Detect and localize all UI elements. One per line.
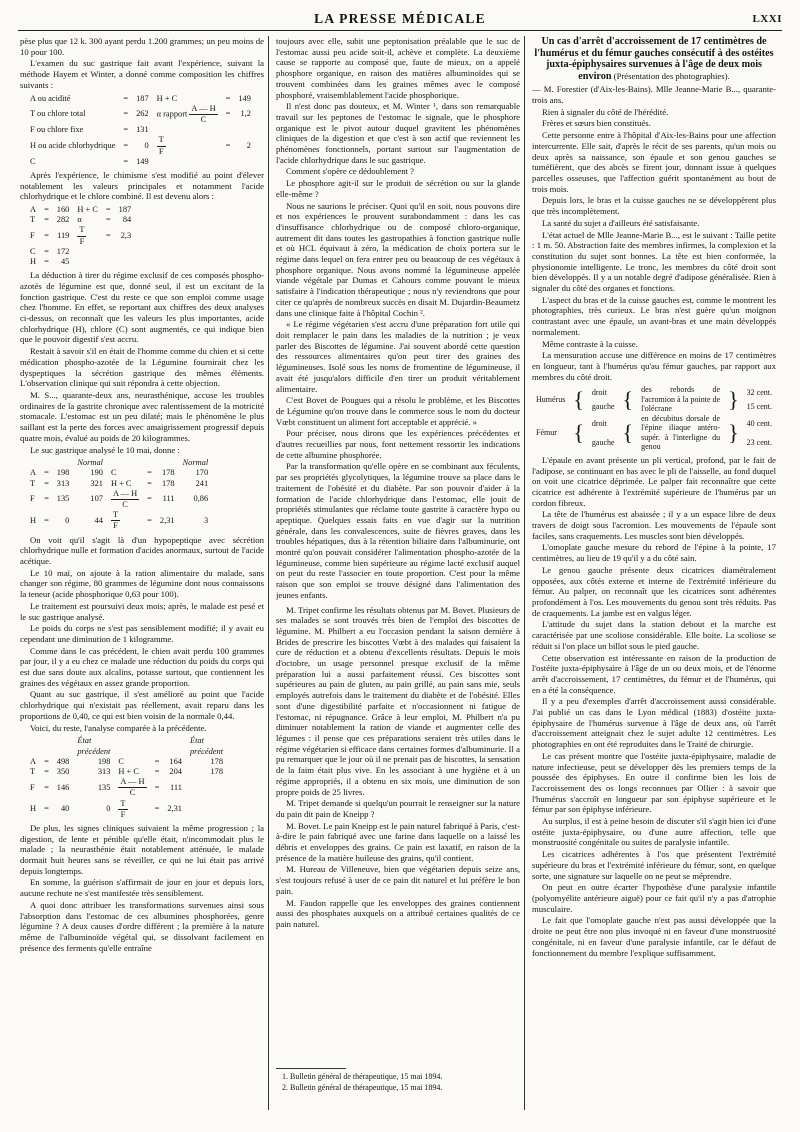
paragraph: Il y a peu d'exemples d'arrêt d'accroissement aussi considérable. J'ai publié un cas dans le Lyon médical (1883) d'ostéite juxta-épiphysaire de l'humérus survenue à l'âge de deux ans, où l'arrêt d'accroissement atteignait chez le sujet adulte 12 centimètres. Les photographies en ont été reproduites dans le Traité de chirurgie. <box>532 696 776 750</box>
paragraph: M. Faudon rappelle que les enveloppes des graines contiennent aussi des phosphates auxquels on a attribué certaines qualités de ce pain naturel. <box>276 897 520 929</box>
fraction: $\frac{A — H}{C}$ <box>191 103 216 124</box>
paragraph: Par la transformation qu'elle opère en se combinant aux féculents, par ses propriétés glycolytiques, la légumine trouve sa place dans le traitement de l'obésité et du diabète. Par son pouvoir d'aider à la formation de l'acide chlorhydrique dans l'estomac, elle jouit de propriétés stimulantes que réclame toute gastrite à caractère hypo ou apeptique. Quelques essais faits en vue d'agir sur la nutrition générale, dans les convalescences, suite de fièvres graves, dans les troubles hépatiques, dus à la rétention biliaire dans l'albuminurie, ont montré qu'on pouvait considérer l'alimentation phospho-azotée de la légumineuse, comme bien supérieure au régime lacté exclusif auquel on peut du reste l'associer en toute proportion. C'est pour la même raison que son emploi se trouve désigné dans l'alimentation des jeunes enfants. <box>276 461 520 600</box>
paragraph: Après l'expérience, le chimisme s'est modifié au point d'élever notablement les valeurs principales et notamment l'acide chlorhydrique et le chlore combiné. Il est devenu alors : <box>20 169 264 202</box>
analysis-table-after: A = 160 H + C = 187 T = 282 α = 84 F = 119 $\frac{T}{F}$ = 2,3 C = 172 H = 45 <box>30 205 132 267</box>
value: 149 <box>136 156 149 166</box>
paragraph: En somme, la guérison s'affirmait de jour en jour et depuis lors, aucune rechute ne s'est manifestée très sensiblement. <box>20 877 264 899</box>
paragraph: M. Tripet confirme les résultats obtenus par M. Bovet. Plusieurs de ses malades se sont trouvés très bien de l'emploi des biscottes de légumine. M. Philbert a eu l'occasion pendant la saison dernière à Brides de prescrire les biscottes Vœbt à des malades qui faisaient la cure de réduction et a obtenu d'excellents résultats. Depuis le mois d'octobre, un usage personnel presque exclusif de la même préparation lui a aussi parfaitement réussi. Ces biscottes sont supérieures au pain de gluten, au pain grillé, au pain sans mie, seuls employés autrefois dans le traitement du diabète et de l'obésité. Elles sont d'une digestibilité parfaite et n'occasionnent ni fatigue de l'estomac, ni répugnance. Grâce à leur emploi, M. Philbert n'a pu diminuer notablement la ration de viande et augmenter celle des légumes : il pense que ces préparations seraient très utiles dans le régime végétarien si efficace dans certaines formes d'albuminurie. Il a pu remarquer que le jour où il ne prenait pas de biscottes, la sensation de la faim était plus vive. En les associant à une hygiène et à un régime appropriés, il a obtenu en six mois, une diminution de son propre poids de 25 livres. <box>276 604 520 797</box>
paragraph: M. S..., quarante-deux ans, neurasthénique, accuse les troubles ordinaires de la gastrite chronique avec ralentissement de la motricité stomacale. L'estomac est un peu dilaté; mais le phénomène le plus saillant est la perte des forces avec amaigrissement progressif depuis quatre mois, évalué au poids de 20 kilogrammes. <box>20 390 264 443</box>
value: 149 <box>238 93 251 103</box>
paragraph: De plus, les signes cliniques suivaient la même progression ; la digestion, de lente et pénible qu'elle était, n'incommodait plus le malade ; la neurasthénie était notablement atténuée, le malade dormait huit heures sans se réveiller, ce qui ne lui était pas arrivé depuis longtemps. <box>20 822 264 876</box>
paragraph: Frères et sœurs bien constitués. <box>542 118 651 129</box>
footnote-rule <box>276 1068 346 1069</box>
label: C <box>30 156 36 166</box>
paragraph: Au surplus, il est à peine besoin de discuter s'il s'agit bien ici d'une ostéite juxta-épiphysaire, ou d'une autre affection, telle que monstruosité congénitale ou suites de paralysie infantile. <box>532 816 776 848</box>
column-2 <box>276 36 520 1064</box>
label: T ou chlore total <box>30 109 86 119</box>
column-rule-right <box>524 36 525 1110</box>
paragraph: Quant au suc gastrique, il s'est amélioré au point que l'acide chlorhydrique qui n'existait pas réellement, avait reparu dans les proportions de 0,40, ce qui est bien voisin de la normale 0,44. <box>20 689 264 721</box>
value: 131 <box>136 125 149 135</box>
footnotes <box>276 1068 520 1094</box>
label: H + C <box>156 93 178 103</box>
paragraph: Le genou gauche présente deux cicatrices diamétralement opposées, aux côtés externe et interne de l'extrémité inférieure du fémur. Au palper, on reconnaît que les cicatrices sont adhérentes profondément à l'os. Les mouvements du genou sont très réduits. Pas de craquements. La jambe est en valgus léger. <box>532 564 776 618</box>
analysis-table-before: A ou acidité = 187 H + C = 149 T ou chlore total = 262 α rapport $\frac{A — H}{C}$ = 1,2 F ou chlore fixe = 131 H ou acide chlorhydrique = 0 $\frac{T}{F}$ = 2 C = 149 <box>26 94 255 167</box>
paragraph: Cette observation est intéressante en raison de la production de l'ostéite juxta-épiphysaire à l'âge de un ou deux mois, et de l'énorme arrêt d'accroissement, 17 centimètres, du fémur et de l'humérus, qui en a été la conséquence. <box>532 652 776 695</box>
paragraph: L'examen du suc gastrique fait avant l'expérience, suivant la méthode Hayem et Winter, a donné comme composition les chiffres suivants : <box>20 58 264 90</box>
paragraph: C'est Bovet de Pougues qui a résolu le problème, et les Biscottes de Légumine qu'on trouve dans le commerce sous le nom du docteur Vœbt constituent un aliment fort acceptable et apprécié. » <box>276 395 520 427</box>
analysis-table-comparison: État État précédent précédent A = 498 198 C = 164 178 T = 350 313 H + C = 204 178 F = 146 135 $\frac{A — H}{C}$ = 111 H = 40 0 $\frac{T}{F}$ = 2,31 <box>30 736 224 819</box>
paragraph: Comme dans le cas précédent, le chien avait perdu 100 grammes par jour, il y a eu chez ce malade une réduction du poids du corps qui est due sans doute aux alcalins, potasse surtout, que contiennent les graines des végétaux en assez grande proportion. <box>20 645 264 688</box>
footnote: 1. Bulletin général de thérapeutique, 15 mai 1894. <box>282 1072 443 1081</box>
paragraph: La déduction à tirer du régime exclusif de ces composés phospho-azotés de légumine est que, donné seul, il est un excitant de la fonction gastrique. C'est du reste ce que son emploi comme usage chez l'homme. En effet, se reportant aux chiffres des deux analyses ci-dessus, on reconnaît que les valeurs les plus importantes, acide chlorhydrique (H), chlore (C) sont augmentés, ce qui indique bien que le pouvoir digestif s'est accru. <box>20 270 264 345</box>
paragraph: On peut en outre écarter l'hypothèse d'une paralysie infantile (polyomyélite antérieure aiguë) pour ce fait qu'il n'y a pas d'atrophie musculaire. <box>532 882 776 914</box>
paragraph: Restait à savoir s'il en était de l'homme comme du chien et si cette médication phospho-azotée de la Légumine fournirait chez les dyspeptiques la sécrétion gastrique des mêmes éléments. L'observation clinique qui suit répondra à cette objection. <box>20 346 264 389</box>
paragraph: L'omoplate gauche mesure du rebord de l'épine à la pointe, 17 centimètres, au lieu de 19 qu'il y a du côté sain. <box>532 542 776 564</box>
paragraph: toujours avec elle, subit une peptonisation préalable que le suc de l'estomac aussi peu acide soit-il, achève et complète. La deuxième cause se rapporte au composé que, faute de mieux, on a appelé phosphore organique, en raison des matières albuminoïdes qui se trouvent combinées dans les graines mêmes avec le composé phosphoré, vraisemblablement l'acide phosphorique. <box>276 36 520 100</box>
value: 262 <box>136 109 149 119</box>
paragraph: L'aspect du bras et de la cuisse gauches est, comme le montrent les photographies, très curieux. Le bras n'est guère qu'un moignon contrastant avec une épaule, un avant-bras et une main développés normalement. <box>532 294 776 337</box>
paragraph: Le phosphore agit-il sur le produit de sécrétion ou sur la glande elle-même ? <box>276 178 520 199</box>
paragraph: M. Hureau de Villeneuve, bien que végétarien depuis seize ans, s'est toujours refusé à user de ce pain dit naturel et lui préfère le bon pain. <box>276 864 520 896</box>
paragraph: Même contraste à la cuisse. <box>542 338 638 349</box>
paragraph: Le 10 mai, on ajoute à la ration alimentaire du malade, sans changer son régime, 80 grammes de légumine dont nous connaissons la teneur (acide phosphorique 0,63 pour 100). <box>20 567 264 600</box>
paragraph: Le cas présent montre que l'ostéite juxta-épiphysaire, maladie de nature infectieuse, peut se développer dès les premiers temps de la poussée des épiphyses. En outre il confirme bien les lois de l'accroissement des os longs reconnues par Ollier : à savoir que l'humérus s'accroît en longueur par son épiphyse supérieure et le fémur par son épiphyse inférieure. <box>532 750 776 815</box>
fraction: $\frac{T}{F}$ <box>158 135 164 156</box>
paragraph: La santé du sujet a d'ailleurs été satisfaisante. <box>542 217 700 228</box>
page-header <box>18 8 782 31</box>
paragraph: Le traitement est poursuivi deux mois; après, le malade est pesé et le suc gastrique analysé. <box>20 600 264 622</box>
article-title: Un cas d'arrêt d'accroissement de 17 centimètres de l'humérus et du fémur gauches consécutif à des ostéites juxta-épiphysaires survenues à l'âge de deux mois environ (Présentation des photographies). <box>534 36 774 82</box>
label: α rapport <box>156 109 188 119</box>
paragraph: Nous ne saurions le préciser. Quoi qu'il en soit, nous pouvons dire et nos expériences le prouvent surabondamment : dans les cas d'insuffisance chlorhydrique ou de composé chloro-organique, autrement dit dans toutes les gastropathies à fonction gastrique nulle et où HCL équivaut à zéro, la médication de choix portera sur le régime dans lequel on fera entrer peu ou beaucoup de ces végétaux à phosphore organique. Nous avons nommé la légumineuse appelée viande végétale par Dumas et Cahours comme pouvant le mieux satisfaire à l'indication thérapeutique ; nous n'y reviendrons que pour citer ce qu'après de nombreux succès en disait M. Dujardin-Beaumetz dans une clinique faite à l'hôpital Cochin ². <box>276 200 520 318</box>
paragraph: Rien à signaler du côté de l'hérédité. <box>542 106 669 117</box>
paragraph: La mensuration accuse une différence en moins de 17 centimètres en longueur, tant à l'humérus qu'au fémur gauches, par rapport aux membres du côté droit. <box>532 350 776 382</box>
paragraph: Comment s'opère ce dédoublement ? <box>286 166 414 177</box>
paragraph: Voici, du reste, l'analyse comparée à la précédente. <box>30 722 207 733</box>
paragraph: Pour préciser, nous dirons que les expériences précédentes et d'autres recueillies par nous, font nettement ressortir les indications de cette albumine phosphorée. <box>276 428 520 460</box>
paragraph: La tête de l'humérus est abaissée ; il y a un espace libre de deux travers de doigt sous l'acromion. Les mouvements de l'épaule sont faciles, sans craquements. Les muscles sont bien développés. <box>532 509 776 541</box>
journal-title: LA PRESSE MÉDICALE <box>314 11 486 26</box>
measurement-table: Humérus { droit { des rebords de l'acromion à la pointe de l'olécrane } 32 cent. gauche 15 cent. Fémur { droit { en décubitus dorsale de l'épine iliaque antéro-supér. à l'interligne du genou } 40 cent. gauche 23 cent. <box>536 385 772 452</box>
paragraph: Depuis lors, le bras et la cuisse gauches ne se développèrent plus que très incomplètement. <box>532 195 776 217</box>
paragraph: L'état actuel de Mlle Jeanne-Marie B..., est le suivant : Taille petite : 1 m. 50. Abstraction faite des membres infirmes, la complexion et la constitution du sujet sont bonnes. La tête est bien conformée, la physionomie intelligente. Le tronc, les membres du côté droit sont bien développés. Il y a un notable degré d'adipose généralisée. Rien à signaler du côté des organes et fonctions. <box>532 229 776 294</box>
paragraph: Le fait que l'omoplate gauche n'est pas aussi développée que la droite ne peut être non plus invoqué ni en faveur d'une monstruosité congénitale, ni en faveur d'une paralysie infantile, car le défaut de fonctionnement du membre l'explique suffisamment. <box>532 915 776 958</box>
value: 187 <box>136 93 149 103</box>
page-number: LXXI <box>752 13 782 25</box>
paragraph: pèse plus que 12 k. 300 ayant perdu 1.200 grammes; un peu moins de 10 pour 100. <box>20 36 264 57</box>
paragraph: L'attitude du sujet dans la station debout et la marche est caractérisée par une scoliose considérable. Elle boite. La scoliose se réduit si l'on place un billot sous le pied gauche. <box>532 619 776 651</box>
label: H ou acide chlorhydrique <box>30 140 116 150</box>
paragraph: M. Bovet. Le pain Kneipp est le pain naturel fabriqué à Paris, c'est-à-dire le pain fabriqué avec une farine dans laquelle on a laissé les débris et enveloppes des grains. Ce pain est laxatif, en raison de la présence de la matière huileuse des grains, qu'il contient. <box>276 820 520 863</box>
paragraph: Le suc gastrique analysé le 10 mai, donne : <box>30 444 180 455</box>
value: 2 <box>246 140 251 150</box>
value: 1,2 <box>240 109 251 119</box>
label: A ou acidité <box>30 93 71 103</box>
paragraph: Le poids du corps ne s'est pas sensiblement modifié; il y avait eu cependant une diminution de 1 kilogramme. <box>20 623 264 644</box>
paragraph: L'épaule en avant présente un pli vertical, profond, par le fait de l'adipose, se continuant en bas avec le pli de l'aisselle, au fond duquel on voit une cicatrice déprimée. Le palper fait reconnaître que cette cicatrice est adhérente à l'extrémité supérieure de l'humérus par un cordon fibreux. <box>532 454 776 508</box>
column-3 <box>532 36 776 1116</box>
footnote: 2. Bulletin général de thérapeutique, 15 mai 1894. <box>282 1083 443 1092</box>
paragraph: Cette personne entre à l'hôpital d'Aix-les-Bains pour une affection intercurrente. Elle sait, d'après le récit de ses parents, qu'un mois ou deux après sa naissance, son épaule et son genou gauches se tuméfièrent, que des abcès se firent jour, donnant issue à quelques parcelles osseuses, que l'affection guérit spontanément au bout de trois mois. <box>532 130 776 194</box>
analysis-table-patient: Normal Normal A = 198 190 C = 178 170 T = 313 321 H + C = 178 241 F = 135 107 $\frac{A — H}{C}$ = 111 0,86 H = 0 44 $\frac{T}{F}$ = 2,31 3 <box>30 458 209 531</box>
paragraph: M. Tripet demande si quelqu'un pourrait le renseigner sur la nature du pain dit pain de Kneipp ? <box>276 798 520 819</box>
label: F ou chlore fixe <box>30 125 84 135</box>
paragraph: Les cicatrices adhérentes à l'os que présentent l'extrémité supérieure du bras et l'extrémité inférieure du fémur, sont, en quelque sorte, une signature sur laquelle on ne peut se méprendre. <box>532 849 776 881</box>
value: 0 <box>144 140 149 150</box>
paragraph: A quoi donc attribuer les transformations survenues ainsi sous l'absorption dans l'estomac de ces albumines phosphorées, genre légumine ? A deux causes d'ordre différent ; la première à la nature même de l'albuminoïde végétal qui, se dissolvant facilement en présence des ferments qu'elle entraîne <box>20 899 264 953</box>
paragraph: On voit qu'il s'agit là d'un hypopeptique avec sécrétion chlorhydrique nulle et formation d'acides anormaux, surtout de l'acide acétique. <box>20 534 264 567</box>
paragraph: — M. Forestier (d'Aix-les-Bains). Mlle Jeanne-Marie B..., quarante-trois ans. <box>532 84 776 106</box>
paragraph: Il n'est donc pas douteux, et M. Winter ¹, dans son remarquable travail sur les peptones de l'estomac le signale, que le phosphore organique est le pivot autour duquel gravitent les phénomènes cliniques de la digestion et que c'est à son actif que reviennent les phénomènes fonctionnels, portant surtout sur l'augmentation de l'acide chlorhydrique dans le suc gastrique. <box>276 101 520 165</box>
paragraph: « Le régime végétarien s'est accru d'une préparation fort utile qui doit remplacer le pain dans les maladies de la nutrition ; je veux parler des Biscottes de légumine. J'ai souvent abordé cette question des ressources alimentaires qu'on peut tirer des graines des légumineuses. Isolé sous les noms de fromentine de légumineuse, il avait été jusqu'alors difficile d'en tirer un produit véritablement alimentaire. <box>276 319 520 394</box>
column-1 <box>20 36 264 1116</box>
column-rule-left <box>268 36 269 1110</box>
